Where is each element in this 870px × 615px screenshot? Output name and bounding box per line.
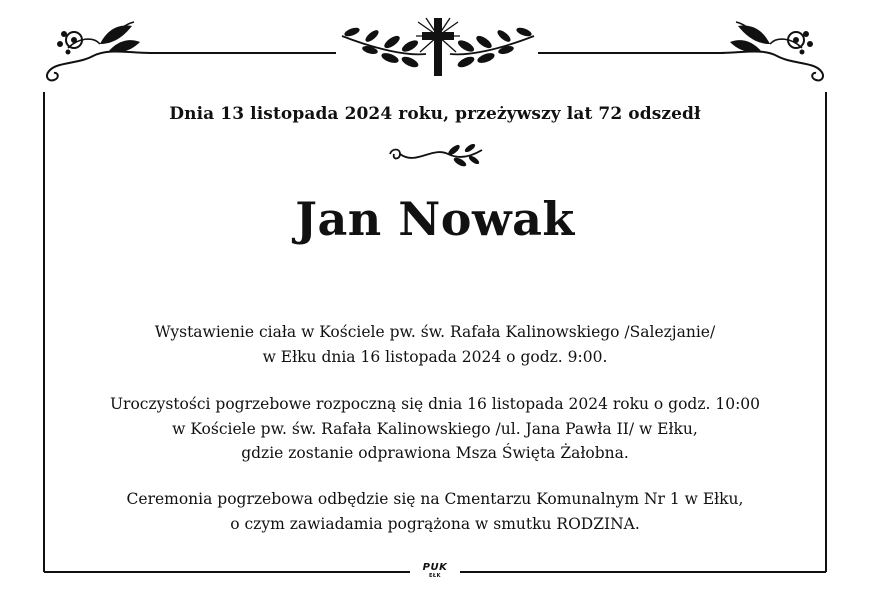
corner-flourish-icon-left xyxy=(38,18,158,84)
funeral-mass-line-1: Uroczystości pogrzebowe rozpoczną się dnia 16 listopada 2024 roku o godz. 10:00 xyxy=(109,395,761,413)
viewing-line-1: Wystawienie ciała w Kościele pw. św. Rafała Kalinowskiego /Salezjanie/ xyxy=(154,323,716,341)
burial-line-2: o czym zawiadamia pogrążona w smutku RODZINA. xyxy=(230,514,640,533)
funeral-mass-line-2: w Kościele pw. św. Rafała Kalinowskiego /ul. Jana Pawła II/ w Ełku, xyxy=(172,419,698,438)
deceased-name: Jan Nowak xyxy=(295,192,575,246)
puk-logo xyxy=(416,563,454,585)
laurel-branch-icon-right xyxy=(450,26,534,69)
notice-header-line: Dnia 13 listopada 2024 roku, przeżywszy lat 72 odszedł xyxy=(169,104,701,124)
funeral-mass-paragraph xyxy=(60,392,810,466)
corner-flourish-icon-right xyxy=(712,18,832,84)
burial-paragraph xyxy=(60,487,810,536)
cross-icon xyxy=(416,18,460,76)
laurel-branch-icon-left xyxy=(342,26,426,69)
viewing-line-2: w Ełku dnia 16 listopada 2024 o godz. 9:00. xyxy=(262,347,608,366)
logo-bottom-text: EŁK xyxy=(428,573,441,579)
divider-vine-icon xyxy=(386,142,486,172)
logo-top-text: PUK xyxy=(422,562,448,573)
cross-laurel-ornament xyxy=(338,14,538,80)
viewing-paragraph xyxy=(60,320,810,369)
burial-line-1: Ceremonia pogrzebowa odbędzie się na Cmentarzu Komunalnym Nr 1 w Ełku, xyxy=(126,490,744,508)
funeral-mass-line-3: gdzie zostanie odprawiona Msza Święta Żałobna. xyxy=(241,444,629,462)
